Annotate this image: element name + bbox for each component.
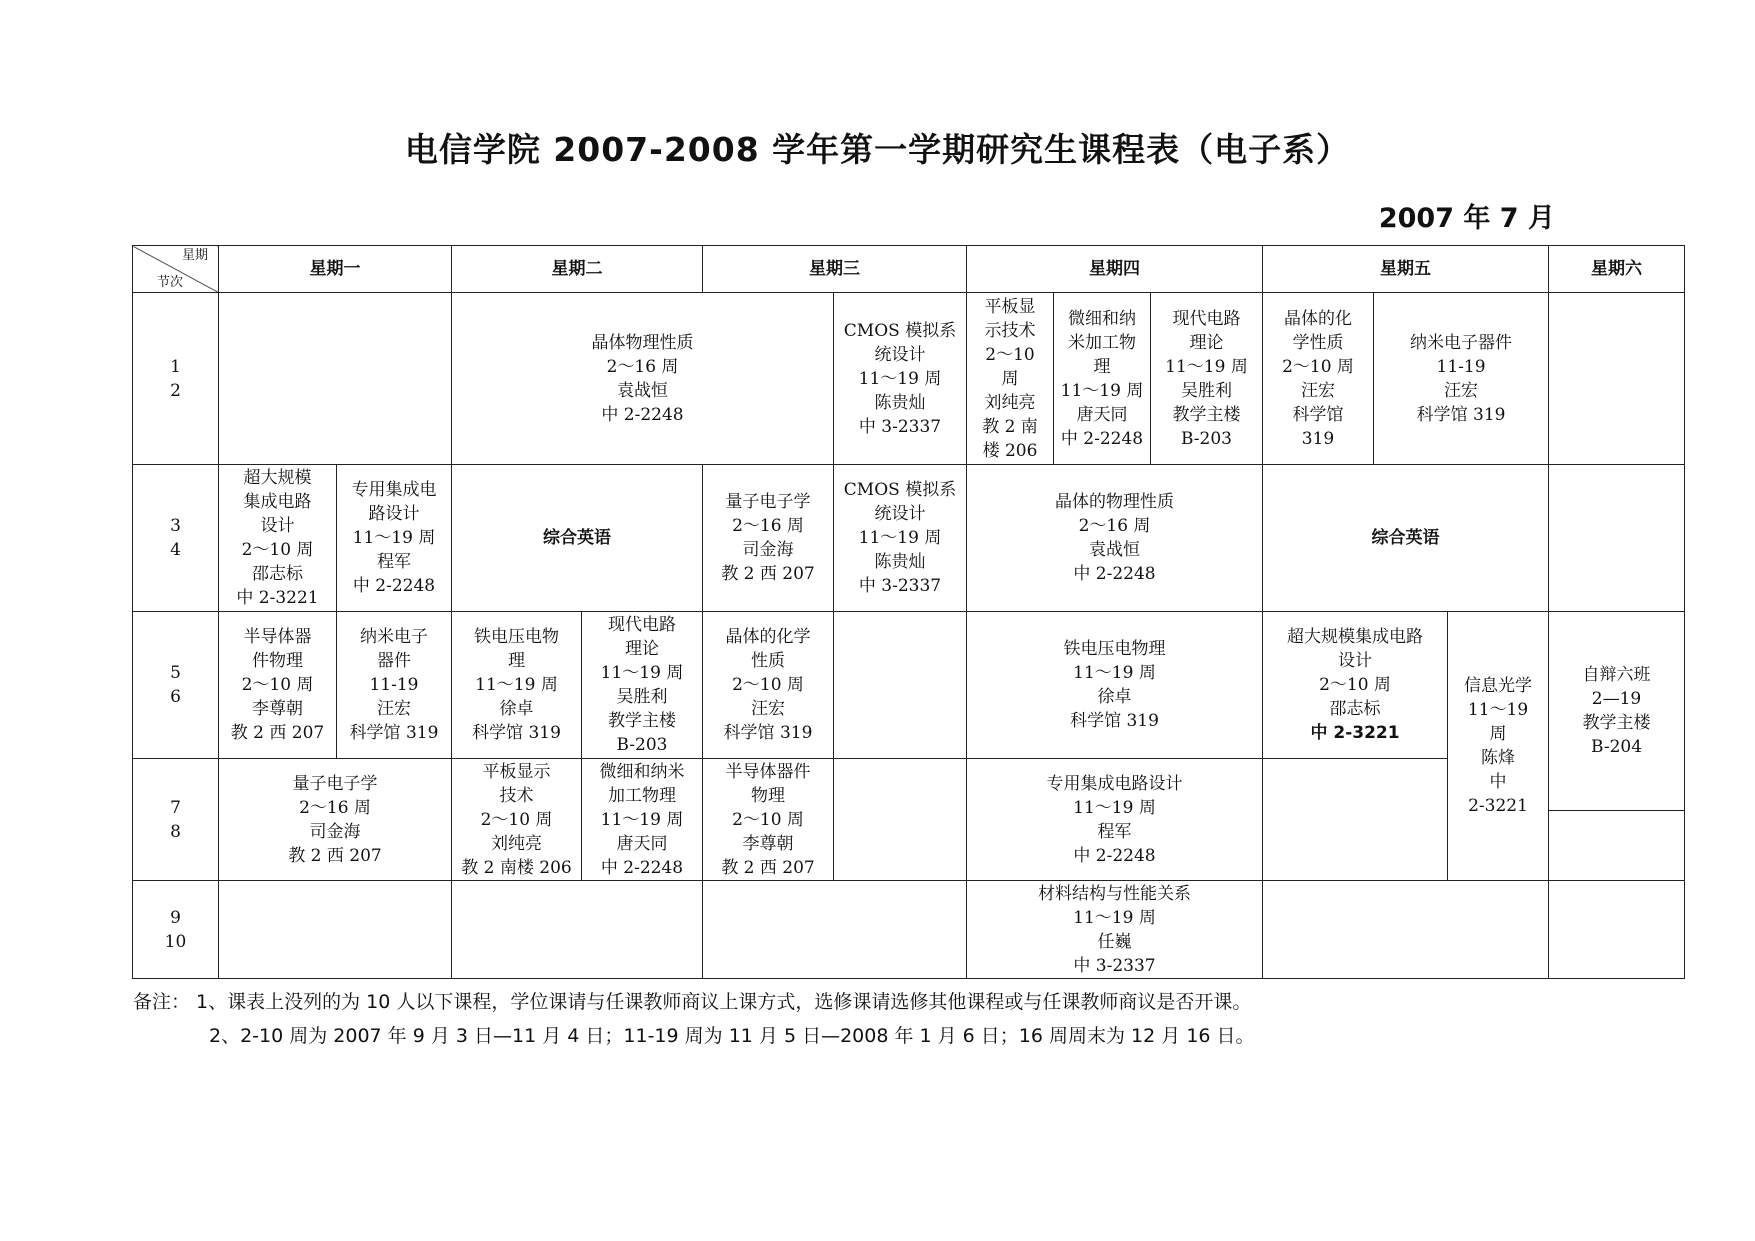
empty-cell [452,881,703,979]
course-line: 加工物理 [608,785,676,806]
course-line: 吴胜利 [616,687,668,707]
course-line: 中 2-3221 [1310,723,1400,743]
course-line: 科学馆 319 [1070,711,1159,731]
course-line: 专用集成电 [351,480,437,500]
period-label-5-6: 5 6 [133,612,219,759]
course-line: B-204 [1591,737,1643,757]
course-line: 设计 [260,516,295,536]
course-line: 汪宏 [1301,380,1336,401]
sat-block-top [1549,612,1684,811]
course-line: 陈贵灿 [874,392,926,413]
course-line: 晶体的化 [1284,308,1353,329]
course-cell [1151,293,1263,465]
course-cell [1263,465,1549,612]
course-line: 中 2-2248 [352,576,436,596]
course-line: 吴胜利 [1181,380,1232,401]
course-line: 量子电子学 [292,773,378,794]
course-line: 楼 206 [982,440,1038,461]
course-cell [967,759,1263,881]
period-label-1-2: 1 2 [133,293,219,465]
course-line: 中 2-2248 [1073,845,1156,866]
course-line: 微细和纳 [1068,308,1136,329]
course-line: 教 2 南楼 206 [461,857,572,878]
course-line: 徐卓 [499,699,534,719]
course-line: 超大规模集成电路 [1287,627,1424,647]
course-cell [967,612,1263,759]
empty-cell [1549,881,1685,979]
course-line: 材料结构与性能关系 [1038,883,1191,904]
row-periods-5-6 [133,612,1685,759]
header-row [133,246,1685,293]
course-line: 理论 [625,639,659,659]
course-line: 铁电压电物 [474,627,559,647]
course-line: 2～16 周 [606,356,679,377]
course-line: 教学主楼 [1582,713,1651,733]
course-line: 学性质 [1292,332,1344,353]
empty-cell [703,881,967,979]
course-line: 教 2 西 207 [288,845,382,866]
course-line: 教学主楼 [1172,404,1241,425]
course-line: 中 3-2337 [858,416,942,437]
course-line: 司金海 [309,821,361,842]
course-line: 汪宏 [751,699,785,719]
course-line: 中 [1489,772,1507,792]
course-line: 物理 [751,785,785,806]
course-line: 11～19 周 [858,528,942,548]
course-line: 2～16 周 [1078,516,1151,536]
course-line: 汪宏 [377,699,411,719]
course-cell [452,759,582,881]
empty-cell [834,759,967,881]
course-line: 程军 [377,552,411,572]
course-cell [703,465,834,612]
course-line: 信息光学 [1464,676,1533,696]
course-cell [337,465,452,612]
course-line: 周 [1001,368,1019,389]
empty-cell [219,881,452,979]
course-line: 晶体的物理性质 [1055,492,1174,512]
row-periods-9-10 [133,881,1685,979]
course-line: 教 2 西 207 [721,564,815,584]
course-line: 邵志标 [252,564,303,584]
course-cell [967,293,1054,465]
course-line: B-203 [1181,428,1232,449]
course-line: 统设计 [874,344,926,365]
course-line: 设计 [1338,651,1373,671]
row-periods-3-4 [133,465,1685,612]
course-line: 319 [1301,428,1335,449]
course-line: 教 2 西 207 [230,723,325,743]
course-cell [1263,293,1374,465]
course-line: 李尊朝 [252,699,303,719]
empty-cell [834,612,967,759]
course-line: 量子电子学 [725,492,811,512]
course-line: 11～19 周 [1073,663,1156,683]
course-line: 11～19 周 [1073,797,1156,818]
course-line: 袁战恒 [617,380,668,401]
course-line: 2～10 [985,344,1035,365]
course-cell [452,293,834,465]
course-line: 理论 [1189,332,1224,353]
course-line: 专用集成电路设计 [1046,773,1183,794]
course-line: 超大规模 [243,468,312,488]
course-line: 司金海 [742,540,794,560]
course-line: 纳米电子 [360,627,428,647]
course-line: 科学馆 319 [349,723,439,743]
course-line: 陈烽 [1481,748,1516,768]
day-header-wed: 星期三 [703,246,967,293]
course-line: 综合英语 [543,528,611,548]
period-label-7-8: 7 8 [133,759,219,881]
course-cell [219,759,452,881]
course-line: 中 2-3221 [236,588,319,608]
course-line: 件物理 [252,651,303,671]
course-line: 路设计 [368,504,420,524]
course-line: 11～19 周 [1073,907,1156,928]
course-cell [452,465,703,612]
course-line: 中 2-2248 [601,404,684,425]
course-line: 唐天同 [616,833,668,854]
empty-cell [1549,465,1685,612]
course-line: 综合英语 [1371,528,1440,548]
note-line-2: 2、2-10 周为 2007 年 9 月 3 日—11 月 4 日；11-19 周为 11 月 5 日—2008 年 1 月 6 日；16 周周末为 12 月 16 日。 [209,1025,1255,1047]
course-line: 半导体器 [243,627,312,647]
course-line: 科学馆 319 [1416,404,1506,425]
course-line: 集成电路 [243,492,312,512]
empty-cell [1549,293,1685,465]
schedule-table [132,245,1685,979]
course-line: 米加工物 [1068,332,1136,353]
course-cell [337,612,452,759]
course-cell [1583,663,1651,759]
course-line: 11～19 周 [858,368,942,389]
course-line: 统设计 [874,504,926,524]
course-line: 性质 [751,651,785,671]
course-line: 刘纯亮 [984,392,1036,413]
course-line: 2～10 周 [1282,356,1354,377]
course-line: 周 [1489,724,1507,744]
page-title: 电信学院 2007-2008 学年第一学期研究生课程表（电子系） [404,130,1351,169]
course-line: 程军 [1097,821,1132,842]
course-line: 11～19 周 [600,663,684,683]
notes-section [133,985,1255,1053]
course-line: 晶体的化学 [725,627,811,647]
corner-label-day: 星期 [181,248,208,263]
saturday-split-cell [1549,612,1685,881]
course-line: 中 2-2248 [1073,564,1156,584]
course-line: 2～10 周 [732,675,804,695]
course-line: 11-19 [369,675,419,695]
course-line: 晶体物理性质 [591,332,694,353]
empty-cell [219,293,452,465]
course-line: 2～16 周 [299,797,371,818]
course-line: 中 3-2337 [858,576,942,596]
day-header-tue: 星期二 [452,246,703,293]
course-line: 中 3-2337 [1073,955,1156,976]
course-line: 11～19 周 [475,675,558,695]
document-date: 2007 年 7 月 [1378,203,1555,234]
row-periods-1-2 [133,293,1685,465]
course-line: 徐卓 [1097,687,1132,707]
course-line: 理 [508,651,525,671]
day-header-mon: 星期一 [219,246,452,293]
course-line: 现代电路 [608,615,676,635]
course-cell [967,881,1263,979]
course-line: CMOS 模拟系 [843,480,957,500]
course-cell [967,465,1263,612]
course-line: 纳米电子器件 [1410,332,1513,353]
course-line: 李尊朝 [742,833,794,854]
course-cell [1263,612,1448,759]
course-line: 邵志标 [1329,699,1381,719]
course-line: 自辩六班 [1582,665,1651,685]
course-line: CMOS 模拟系 [843,320,957,341]
course-line: 刘纯亮 [491,833,542,854]
course-line: 袁战恒 [1089,540,1140,560]
course-line: 平板显 [984,296,1036,317]
course-cell [703,759,834,881]
course-cell [219,465,337,612]
course-line: 器件 [377,651,411,671]
course-line: B-203 [616,735,668,755]
course-line: 技术 [499,785,534,806]
day-header-thu: 星期四 [967,246,1263,293]
course-cell [834,293,967,465]
course-line: 中 2-2248 [1060,428,1144,449]
course-line: 2—19 [1591,689,1642,709]
course-line: 教 2 西 207 [721,857,815,878]
course-line: 陈贵灿 [874,552,926,572]
course-line: 2～10 周 [241,540,314,560]
note-line-1: 备注： 1、课表上没列的为 10 人以下课程，学位课请与任课教师商议上课方式，选修课请选修其他课程或与任课教师商议是否开课。 [133,991,1252,1013]
course-line: 科学馆 319 [472,723,561,743]
course-line: 任巍 [1097,931,1132,952]
course-line: 11～19 周 [1060,380,1144,401]
course-line: 科学馆 319 [723,723,813,743]
course-line: 平板显示 [482,761,551,782]
day-header-sat: 星期六 [1549,246,1685,293]
course-line: 11～19 周 [352,528,436,548]
course-cell [834,465,967,612]
course-line: 2～10 周 [1319,675,1391,695]
course-cell [452,612,582,759]
course-line: 2～10 周 [241,675,314,695]
course-cell [582,612,703,759]
course-line: 2-3221 [1468,796,1528,816]
day-header-fri: 星期五 [1263,246,1549,293]
course-line: 现代电路 [1172,308,1241,329]
course-line: 11～19 周 [1165,356,1248,377]
course-line: 理 [1093,356,1111,377]
empty-cell [1263,759,1448,881]
corner-label-period: 节次 [157,275,184,290]
course-line: 唐天同 [1076,404,1128,425]
period-label-3-4: 3 4 [133,465,219,612]
course-line: 11～19 [1467,700,1529,720]
course-line: 铁电压电物理 [1063,639,1166,659]
course-line: 11-19 [1436,356,1486,377]
course-cell [1054,293,1151,465]
course-line: 2～16 周 [732,516,804,536]
course-line: 教 2 南 [982,416,1038,437]
course-line: 2～10 周 [480,809,553,830]
course-cell [219,612,337,759]
course-line: 教学主楼 [608,711,676,731]
period-label-9-10: 9 10 [133,881,219,979]
corner-cell [133,246,219,293]
course-line: 11～19 周 [600,809,684,830]
course-line: 汪宏 [1444,380,1479,401]
course-line: 微细和纳米 [599,761,685,782]
course-line: 科学馆 [1292,404,1344,425]
course-line: 2～10 周 [732,809,804,830]
course-line: 示技术 [984,320,1036,341]
course-cell [582,759,703,881]
course-line: 中 2-2248 [600,857,684,878]
course-cell [1374,293,1549,465]
course-line: 半导体器件 [725,761,811,782]
course-cell [1448,612,1549,881]
empty-cell [1263,881,1549,979]
course-cell [703,612,834,759]
